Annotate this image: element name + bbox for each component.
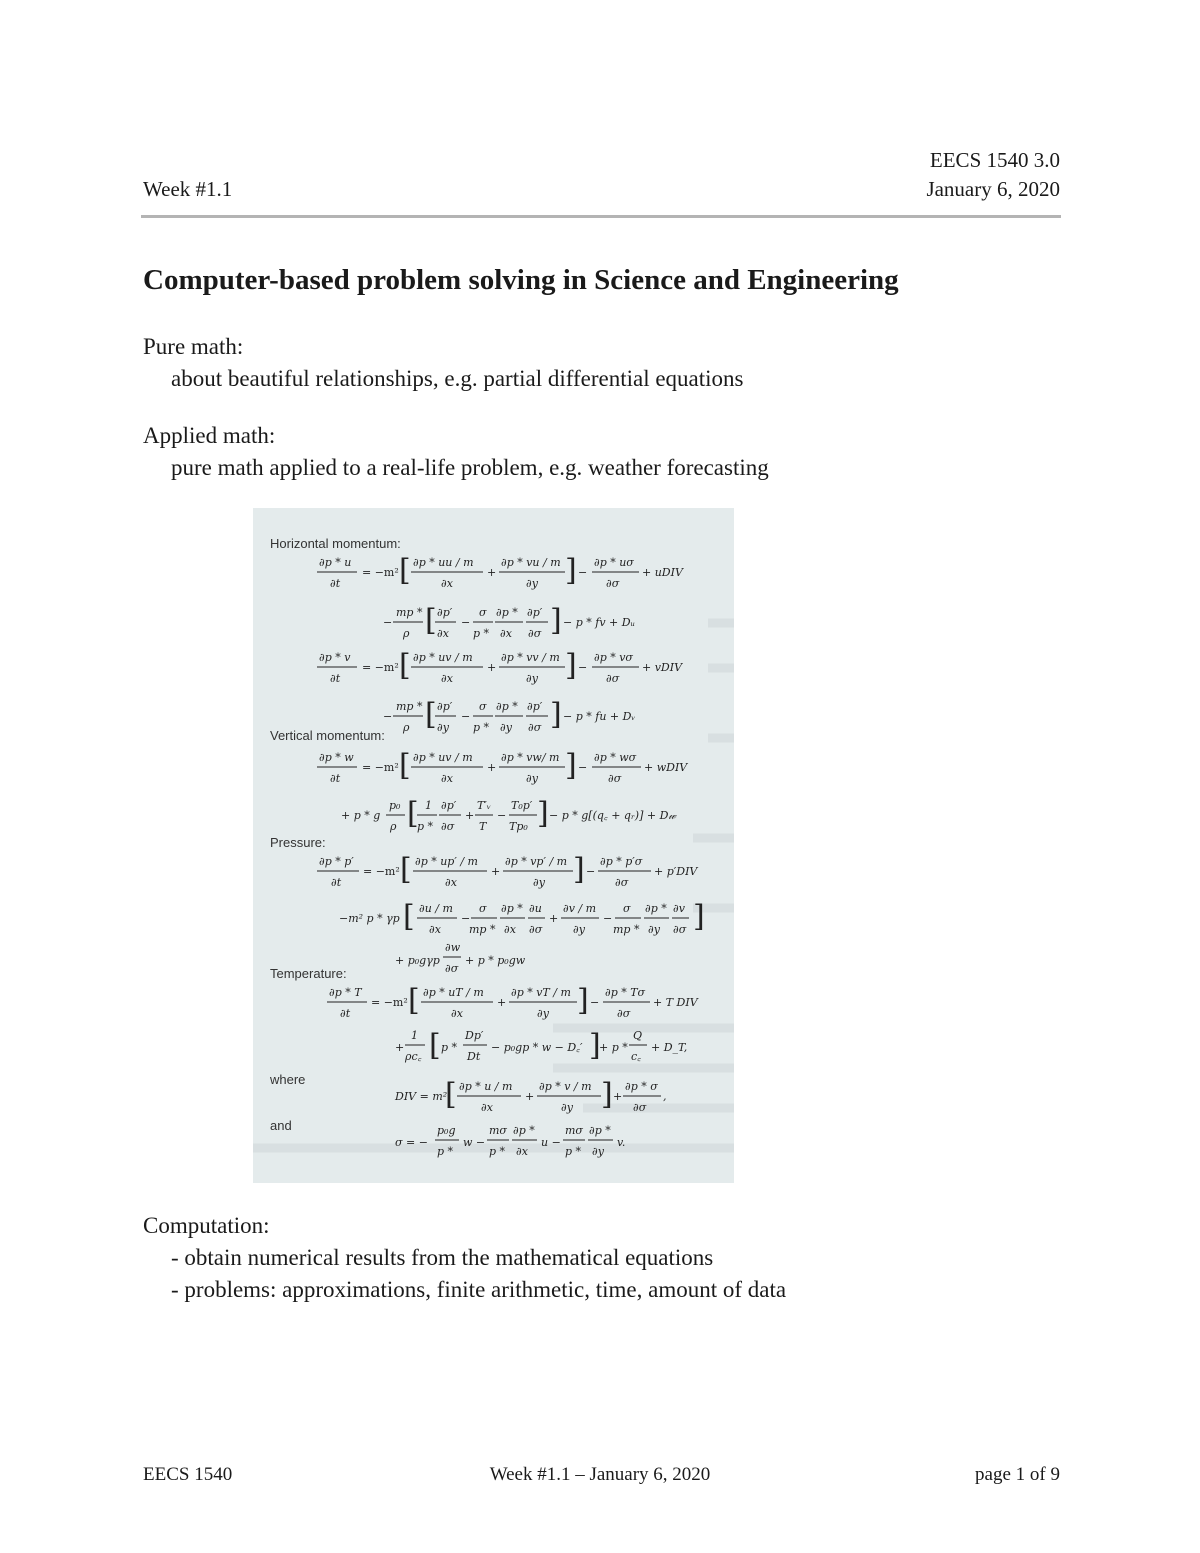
svg-text:+ uDIV: + uDIV [642, 566, 683, 579]
svg-text:∂y: ∂y [648, 923, 660, 936]
svg-text:]: ] [550, 603, 562, 638]
svg-text:= −m²: = −m² [362, 566, 399, 579]
svg-text:−: − [590, 996, 600, 1009]
svg-text:]: ] [565, 648, 577, 683]
svg-text:p₀: p₀ [389, 799, 401, 812]
label-and: and [270, 1118, 292, 1133]
label-horizontal-momentum: Horizontal momentum: [270, 536, 401, 551]
svg-text:∂t: ∂t [331, 876, 342, 889]
svg-text:[: [ [425, 697, 437, 732]
svg-text:p *: p * [473, 627, 490, 640]
svg-text:∂y: ∂y [526, 577, 538, 590]
svg-text:∂x: ∂x [516, 1145, 528, 1158]
svg-text:= −m²: = −m² [362, 761, 399, 774]
svg-text:∂y: ∂y [561, 1101, 573, 1114]
svg-text:∂p * vv / m: ∂p * vv / m [501, 651, 560, 664]
footer-week-date: Week #1.1 – January 6, 2020 [489, 1464, 711, 1485]
svg-text:mp *: mp * [396, 606, 423, 619]
svg-text:−: − [461, 912, 471, 925]
svg-text:∂y: ∂y [573, 923, 585, 936]
equation-pressure [317, 852, 698, 889]
svg-text:−: − [383, 710, 393, 723]
svg-text:p *: p * [437, 1145, 454, 1158]
svg-text:∂u: ∂u [529, 902, 542, 915]
svg-text:∂σ: ∂σ [528, 721, 542, 734]
computation-item: - problems: approximations, finite arithmetic, time, amount of data [171, 1277, 787, 1302]
svg-text:∂x: ∂x [500, 627, 512, 640]
svg-text:p *: p * [441, 1041, 458, 1054]
header-date: January 6, 2020 [926, 177, 1060, 201]
svg-text:∂p * vu / m: ∂p * vu / m [501, 556, 561, 569]
svg-text:∂p * vw/ m: ∂p * vw/ m [501, 751, 560, 764]
svg-text:∂p * uσ: ∂p * uσ [594, 556, 634, 569]
label-where: where [270, 1072, 306, 1087]
weather-equations-figure [253, 508, 734, 1183]
equation-u-momentum-cont [383, 603, 635, 640]
applied-math-heading: Applied math: [143, 423, 276, 448]
svg-text:+: + [487, 566, 497, 579]
svg-text:∂x: ∂x [437, 627, 449, 640]
svg-text:]: ] [550, 697, 562, 732]
svg-text:= −m²: = −m² [362, 661, 399, 674]
svg-text:∂w: ∂w [445, 941, 461, 954]
svg-text:∂p *: ∂p * [496, 700, 518, 713]
svg-text:∂p *: ∂p * [645, 902, 667, 915]
svg-text:mσ: mσ [489, 1124, 507, 1137]
svg-text:]: ] [589, 1028, 601, 1063]
svg-text:∂σ: ∂σ [529, 923, 543, 936]
svg-text:∂σ: ∂σ [445, 962, 459, 975]
svg-text:∂v: ∂v [673, 902, 685, 915]
svg-text:ρ: ρ [403, 721, 410, 734]
svg-text:−: − [461, 710, 471, 723]
svg-text:∂p * σ: ∂p * σ [625, 1080, 658, 1093]
svg-text:∂p * uv / m: ∂p * uv / m [413, 751, 473, 764]
equation-v-momentum-cont [383, 697, 636, 734]
page-title: Computer-based problem solving in Science and Engineering [143, 264, 899, 296]
svg-text:]: ] [577, 983, 589, 1018]
svg-text:mp *: mp * [396, 700, 423, 713]
label-vertical-momentum: Vertical momentum: [270, 728, 385, 743]
svg-text:]: ] [537, 796, 549, 831]
svg-text:[: [ [429, 1028, 441, 1063]
svg-text:∂p * vσ: ∂p * vσ [594, 651, 633, 664]
label-pressure: Pressure: [270, 835, 326, 850]
svg-text:− p * fu + Dᵥ: − p * fu + Dᵥ [563, 710, 636, 723]
svg-text:[: [ [425, 603, 437, 638]
svg-text:∂x: ∂x [441, 577, 453, 590]
svg-text:−: − [578, 661, 588, 674]
svg-text:DIV = m²: DIV = m² [395, 1090, 448, 1103]
svg-text:∂x: ∂x [429, 923, 441, 936]
svg-text:]: ] [601, 1077, 613, 1112]
svg-text:ρc꜀: ρc꜀ [405, 1050, 422, 1063]
applied-math-section [143, 420, 769, 484]
svg-text:−: − [578, 761, 588, 774]
svg-text:= −m²: = −m² [371, 996, 408, 1009]
svg-text:+: + [395, 1041, 405, 1054]
equation-pressure-cont [339, 899, 705, 936]
svg-text:−: − [586, 865, 596, 878]
svg-text:σ: σ [479, 606, 487, 619]
svg-text:p *: p * [417, 820, 434, 833]
svg-text:∂y: ∂y [537, 1007, 549, 1020]
page-header-right [926, 146, 1060, 204]
svg-text:∂u / m: ∂u / m [419, 902, 453, 915]
svg-text:∂p * w: ∂p * w [319, 751, 354, 764]
svg-text:[: [ [399, 648, 411, 683]
svg-text:∂σ: ∂σ [606, 577, 620, 590]
svg-text:mp *: mp * [613, 923, 640, 936]
equation-temperature-cont [395, 1028, 687, 1063]
svg-text:∂σ: ∂σ [608, 772, 622, 785]
svg-text:w −: w − [463, 1136, 486, 1149]
svg-text:σ: σ [479, 700, 487, 713]
svg-text:∂y: ∂y [526, 672, 538, 685]
svg-text:Q: Q [633, 1029, 643, 1042]
svg-text:Dt: Dt [467, 1050, 481, 1063]
equation-u-momentum [317, 553, 684, 590]
header-divider [141, 215, 1061, 218]
svg-text:− p * g[(q꜀ + qᵣ)] + D𝓌: − p * g[(q꜀ + qᵣ)] + D𝓌 [549, 809, 677, 822]
svg-text:∂σ: ∂σ [528, 627, 542, 640]
svg-text:∂p * u: ∂p * u [319, 556, 352, 569]
svg-text:mσ: mσ [565, 1124, 583, 1137]
svg-text:+: + [525, 1090, 535, 1103]
svg-text:∂p *: ∂p * [496, 606, 518, 619]
svg-text:−: − [383, 616, 393, 629]
svg-text:σ: σ [623, 902, 631, 915]
svg-text:∂σ: ∂σ [617, 1007, 631, 1020]
svg-text:∂p * p′: ∂p * p′ [319, 855, 354, 868]
svg-text:p *: p * [489, 1145, 506, 1158]
svg-text:Tp₀: Tp₀ [509, 820, 528, 833]
svg-text:v.: v. [617, 1136, 626, 1149]
computation-item: - obtain numerical results from the mathematical equations [171, 1245, 714, 1270]
computation-section [143, 1210, 786, 1306]
svg-text:∂x: ∂x [481, 1101, 493, 1114]
svg-text:∂p′: ∂p′ [527, 606, 543, 619]
course-code: EECS 1540 3.0 [929, 148, 1060, 172]
svg-text:∂x: ∂x [504, 923, 516, 936]
svg-text:∂σ: ∂σ [615, 876, 629, 889]
svg-text:u −: u − [541, 1136, 561, 1149]
svg-text:∂p * uv / m: ∂p * uv / m [413, 651, 473, 664]
svg-text:∂y: ∂y [437, 721, 449, 734]
svg-text:∂σ: ∂σ [441, 820, 455, 833]
svg-text:+ p *: + p * [599, 1041, 628, 1054]
svg-text:∂t: ∂t [330, 672, 341, 685]
svg-text:+ D_T,: + D_T, [651, 1041, 688, 1054]
footer-page-number: page 1 of 9 [975, 1464, 1060, 1485]
equation-temperature [327, 983, 699, 1020]
computation-heading: Computation: [143, 1213, 270, 1238]
svg-text:p *: p * [473, 721, 490, 734]
svg-text:+: + [491, 865, 501, 878]
svg-text:c꜀: c꜀ [631, 1050, 641, 1063]
svg-text:p₀g: p₀g [437, 1124, 456, 1137]
svg-text:∂x: ∂x [445, 876, 457, 889]
svg-text:Dp′: Dp′ [465, 1029, 484, 1042]
svg-text:−m² p * γp: −m² p * γp [339, 912, 400, 925]
svg-text:+: + [613, 1090, 623, 1103]
label-temperature: Temperature: [270, 966, 347, 981]
svg-text:+ wDIV: + wDIV [644, 761, 688, 774]
svg-text:]: ] [565, 553, 577, 588]
svg-text:1: 1 [411, 1029, 418, 1042]
svg-text:σ: σ [479, 902, 487, 915]
svg-text:∂p′: ∂p′ [437, 700, 453, 713]
svg-text:+: + [465, 809, 475, 822]
svg-text:+: + [487, 761, 497, 774]
svg-text:[: [ [403, 899, 415, 934]
svg-text:+ p₀gγp: + p₀gγp [395, 954, 440, 967]
svg-text:∂p′: ∂p′ [441, 799, 457, 812]
svg-text:+: + [497, 996, 507, 1009]
svg-text:∂p * uu / m: ∂p * uu / m [413, 556, 474, 569]
svg-text:−: − [461, 616, 471, 629]
svg-text:∂p * T: ∂p * T [329, 986, 362, 999]
svg-text:T: T [479, 820, 487, 833]
pure-math-heading: Pure math: [143, 334, 244, 359]
svg-text:[: [ [445, 1077, 457, 1112]
svg-text:T₀p′: T₀p′ [511, 799, 533, 812]
equation-sigma-dot [395, 1124, 625, 1158]
svg-text:∂y: ∂y [592, 1145, 604, 1158]
svg-text:∂p * p′σ: ∂p * p′σ [600, 855, 643, 868]
week-label: Week #1.1 [143, 177, 233, 201]
svg-text:+: + [487, 661, 497, 674]
svg-text:∂p * v / m: ∂p * v / m [539, 1080, 592, 1093]
svg-text:[: [ [400, 852, 412, 887]
svg-text:[: [ [399, 748, 411, 783]
svg-text:1: 1 [425, 799, 432, 812]
svg-text:T′ᵥ: T′ᵥ [477, 799, 491, 812]
equation-pressure-cont2 [395, 941, 526, 975]
svg-text:∂p *: ∂p * [513, 1124, 535, 1137]
svg-text:]: ] [573, 852, 585, 887]
svg-text:∂p * Tσ: ∂p * Tσ [605, 986, 646, 999]
svg-text:ρ: ρ [403, 627, 410, 640]
svg-text:∂σ: ∂σ [633, 1101, 647, 1114]
pure-math-section [143, 331, 743, 395]
svg-text:∂σ: ∂σ [606, 672, 620, 685]
svg-text:− p * fv + Dᵤ: − p * fv + Dᵤ [563, 616, 635, 629]
svg-text:∂y: ∂y [533, 876, 545, 889]
svg-text:−: − [578, 566, 588, 579]
svg-text:∂x: ∂x [441, 772, 453, 785]
pure-math-text: about beautiful relationships, e.g. partial differential equations [171, 366, 744, 391]
svg-text:σ = −: σ = − [395, 1136, 428, 1149]
svg-text:[: [ [399, 553, 411, 588]
svg-text:∂p * v: ∂p * v [319, 651, 351, 664]
applied-math-text: pure math applied to a real-life problem, e.g. weather forecasting [171, 455, 769, 480]
svg-text:∂t: ∂t [330, 577, 341, 590]
svg-text:∂p * uT / m: ∂p * uT / m [423, 986, 484, 999]
svg-text:]: ] [693, 899, 705, 934]
svg-text:,: , [663, 1090, 667, 1103]
svg-text:+ p * g: + p * g [341, 809, 381, 822]
svg-text:∂p * up′ / m: ∂p * up′ / m [415, 855, 478, 868]
svg-text:∂p * wσ: ∂p * wσ [594, 751, 637, 764]
svg-text:+ vDIV: + vDIV [642, 661, 683, 674]
svg-text:−: − [603, 912, 613, 925]
footer-course: EECS 1540 [143, 1464, 233, 1485]
svg-text:= −m²: = −m² [363, 865, 400, 878]
svg-text:∂t: ∂t [330, 772, 341, 785]
equation-w-momentum-cont [341, 796, 677, 833]
svg-text:∂p * vp′ / m: ∂p * vp′ / m [505, 855, 568, 868]
svg-text:∂p * u / m: ∂p * u / m [459, 1080, 513, 1093]
svg-text:[: [ [407, 796, 419, 831]
svg-text:∂y: ∂y [526, 772, 538, 785]
svg-text:∂p *: ∂p * [589, 1124, 611, 1137]
svg-text:∂v / m: ∂v / m [563, 902, 597, 915]
svg-text:∂t: ∂t [340, 1007, 351, 1020]
svg-text:− p₀gp * w − D꜀′: − p₀gp * w − D꜀′ [491, 1041, 583, 1054]
equation-v-momentum [317, 648, 683, 685]
svg-text:∂p * vT / m: ∂p * vT / m [511, 986, 571, 999]
svg-text:∂y: ∂y [500, 721, 512, 734]
svg-text:]: ] [565, 748, 577, 783]
svg-text:−: − [497, 809, 507, 822]
svg-text:+ p′DIV: + p′DIV [654, 865, 698, 878]
svg-text:∂p *: ∂p * [501, 902, 523, 915]
svg-text:∂σ: ∂σ [673, 923, 687, 936]
svg-text:∂p′: ∂p′ [527, 700, 543, 713]
svg-text:p *: p * [565, 1145, 582, 1158]
equation-w-momentum [317, 748, 688, 785]
svg-text:+ p * p₀gw: + p * p₀gw [465, 954, 526, 967]
svg-text:ρ: ρ [390, 820, 397, 833]
svg-text:+: + [549, 912, 559, 925]
svg-text:∂x: ∂x [451, 1007, 463, 1020]
svg-text:∂p′: ∂p′ [437, 606, 453, 619]
svg-text:∂x: ∂x [441, 672, 453, 685]
svg-text:mp *: mp * [469, 923, 496, 936]
svg-text:+ T DIV: + T DIV [653, 996, 698, 1009]
svg-text:[: [ [408, 983, 420, 1018]
